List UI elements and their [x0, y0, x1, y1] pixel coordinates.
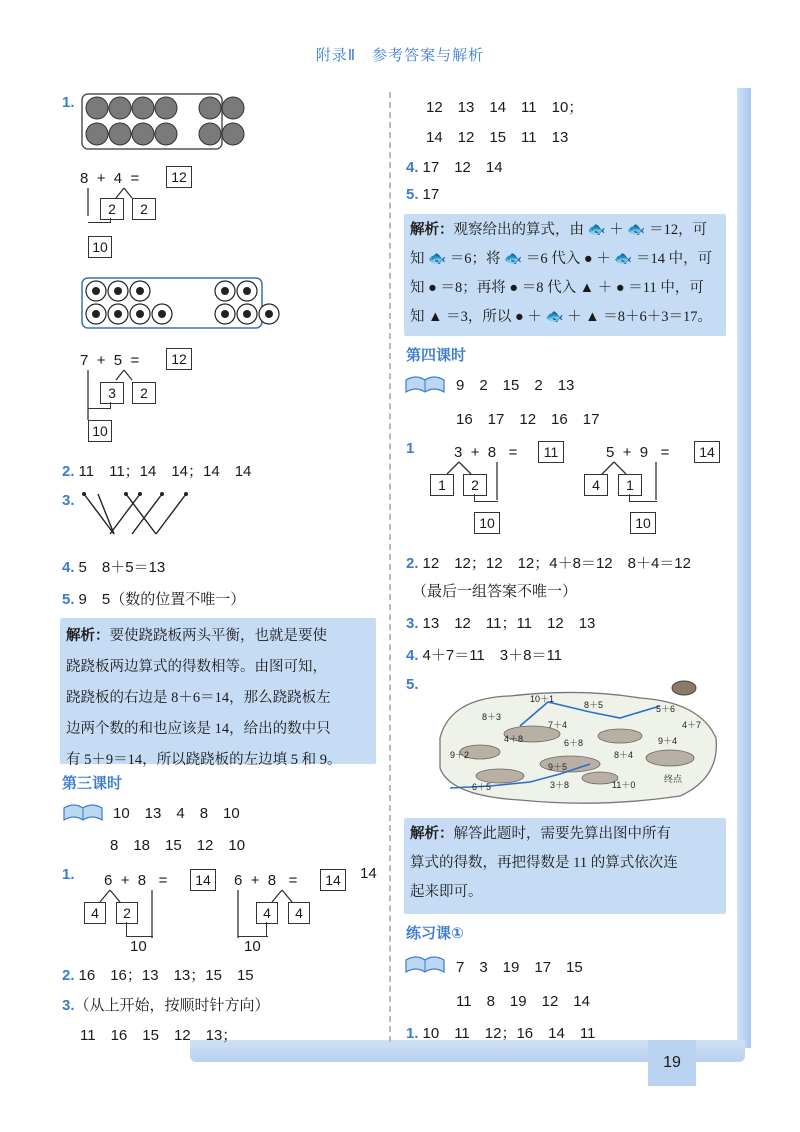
split-box: 3 — [100, 382, 124, 404]
maze-label: 5＋6 — [656, 704, 676, 714]
maze-label: 9＋5 — [548, 762, 568, 772]
addend-a: 8 — [80, 170, 89, 187]
total-box: 10 — [630, 512, 656, 534]
result-box: 12 — [166, 166, 192, 188]
answer-row: 7 3 19 17 15 — [456, 959, 583, 976]
column-divider — [389, 92, 391, 1042]
split-box: 1 — [430, 474, 454, 496]
page-title: 附录Ⅱ 参考答案与解析 — [315, 47, 485, 64]
answer-row: 3. 13 12 11；11 12 13 — [406, 615, 596, 632]
section-title: 练习课① — [406, 925, 464, 942]
answer-row: 10 13 4 8 10 — [113, 805, 240, 822]
page-number: 19 — [648, 1040, 696, 1086]
maze-label: 9＋2 — [450, 750, 470, 760]
volleyball-group-image — [80, 92, 250, 152]
extra-note: 14 — [360, 865, 377, 882]
answer-row: 9 2 15 2 13 — [456, 377, 575, 394]
addend-b: 5 — [113, 352, 123, 369]
question-number: 5. — [406, 676, 419, 693]
answer-note: （最后一组答案不唯一） — [412, 583, 578, 600]
maze-label: 9＋4 — [658, 736, 678, 746]
split-box: 2 — [116, 902, 138, 924]
total-box: 10 — [474, 512, 500, 534]
split-box: 1 — [618, 474, 642, 496]
maze-label: 8＋5 — [584, 700, 604, 710]
analysis-box: 解析：观察给出的算式，由 🐟 ＋ 🐟 ＝12，可 知 🐟 ＝6；将 🐟 ＝6 代入 ● ＋ 🐟 ＝14 中，可 知 ● ＝8；再将 ● ＝8 代入 ▲ ＋ ● ＝11 中，可 知 ▲ ＝3，所以 ● ＋ 🐟 ＋ ▲ ＝8＋6＋3＝17。 — [404, 214, 726, 336]
split-box: 2 — [100, 198, 124, 220]
operator: + — [96, 170, 106, 187]
answer-row: 1. 10 11 12；16 14 11 — [406, 1025, 596, 1042]
book-icon — [404, 372, 446, 396]
total-box: 10 — [88, 236, 112, 258]
answer-row: 2. 11 11；14 14；14 14 — [62, 463, 252, 480]
split-box: 4 — [288, 902, 310, 924]
split-box: 4 — [84, 902, 106, 924]
equation-row: 3 + 8 = — [454, 444, 518, 461]
split-lines — [80, 186, 170, 216]
operator: + — [96, 352, 106, 369]
analysis-box: 解析：要使跷跷板两头平衡，也就是要使 跷跷板两边算式的得数相等。由图可知， 跷跷板的右边是 8＋6＝14，那么跷跷板左 边两个数的和也应该是 14，给出的数中只 有 5＋9＝14，所以跷跷板的左边填 5 和 9。 — [60, 618, 376, 764]
total-box: 10 — [88, 420, 112, 442]
maze-label: 8＋4 — [614, 750, 634, 760]
answer-row: 16 17 12 16 17 — [456, 411, 600, 428]
total-label: 10 — [244, 938, 261, 955]
question-number: 1 — [406, 440, 415, 457]
answer-row: 8 18 15 12 10 — [110, 837, 246, 854]
question-number: 1. — [62, 866, 75, 883]
maze-label: 4＋7 — [682, 720, 702, 730]
total-label: 10 — [130, 938, 147, 955]
book-icon — [62, 800, 104, 824]
result-box: 12 — [166, 348, 192, 370]
question-number: 3. — [62, 492, 75, 509]
maze-label: 4＋8 — [504, 734, 524, 744]
answer-row: 14 12 15 11 13 — [426, 129, 569, 146]
maze-label: 终点 — [664, 774, 683, 784]
maze-label: 10＋1 — [530, 694, 555, 704]
book-icon — [404, 952, 446, 976]
split-box: 4 — [584, 474, 608, 496]
maze-label: 7＋4 — [548, 720, 568, 730]
equation-row: 5 + 9 = — [606, 444, 670, 461]
answer-row: 3.（从上开始，按顺时针方向） — [62, 997, 270, 1014]
split-lines — [80, 368, 170, 428]
split-box: 2 — [132, 382, 156, 404]
result-box: 14 — [190, 869, 216, 891]
split-box: 4 — [256, 902, 278, 924]
result-box: 14 — [320, 869, 346, 891]
equals-sign: = — [130, 170, 140, 187]
equation-row: 6 + 8 = — [104, 872, 168, 889]
answer-row: 2. 16 16；13 13；15 15 — [62, 967, 254, 984]
answer-row: 5. 9 5（数的位置不唯一） — [62, 591, 246, 608]
answer-row: 11 8 19 12 14 — [456, 993, 590, 1010]
maze-label: 6＋5 — [472, 782, 492, 792]
matching-lines — [78, 490, 208, 540]
answer-row: 11 16 15 12 13； — [80, 1027, 238, 1044]
answer-row: 5. 17 — [406, 186, 440, 203]
maze-label: 11＋0 — [612, 780, 636, 790]
maze-label: 3＋8 — [550, 780, 570, 790]
split-box: 2 — [132, 198, 156, 220]
answer-row: 12 13 14 11 10； — [426, 99, 584, 116]
section-title: 第四课时 — [406, 347, 467, 364]
result-box: 14 — [694, 441, 720, 463]
equation-row: 6 + 8 = — [234, 872, 298, 889]
addend-a: 7 — [80, 352, 89, 369]
soccer-ball-group-image — [80, 276, 290, 332]
analysis-label: 解析： — [66, 628, 110, 644]
answer-row: 4. 17 12 14 — [406, 159, 503, 176]
maze-illustration — [420, 678, 730, 808]
maze-label: 6＋8 — [564, 738, 584, 748]
page-edge-band — [737, 88, 751, 1048]
addend-b: 4 — [113, 170, 123, 187]
equals-sign: = — [130, 352, 140, 369]
answer-row: 2. 12 12；12 12；4＋8＝12 8＋4＝12 — [406, 555, 691, 572]
maze-label: 8＋3 — [482, 712, 502, 722]
answer-row: 4. 5 8＋5＝13 — [62, 559, 166, 576]
question-number: 1. — [62, 94, 75, 111]
answer-row: 4. 4＋7＝11 3＋8＝11 — [406, 647, 563, 664]
section-title: 第三课时 — [62, 775, 123, 792]
split-box: 2 — [463, 474, 487, 496]
result-box: 11 — [538, 441, 564, 463]
analysis-box: 解析：解答此题时，需要先算出图中所有 算式的得数，再把得数是 11 的算式依次连 起来即可。 — [404, 818, 726, 914]
